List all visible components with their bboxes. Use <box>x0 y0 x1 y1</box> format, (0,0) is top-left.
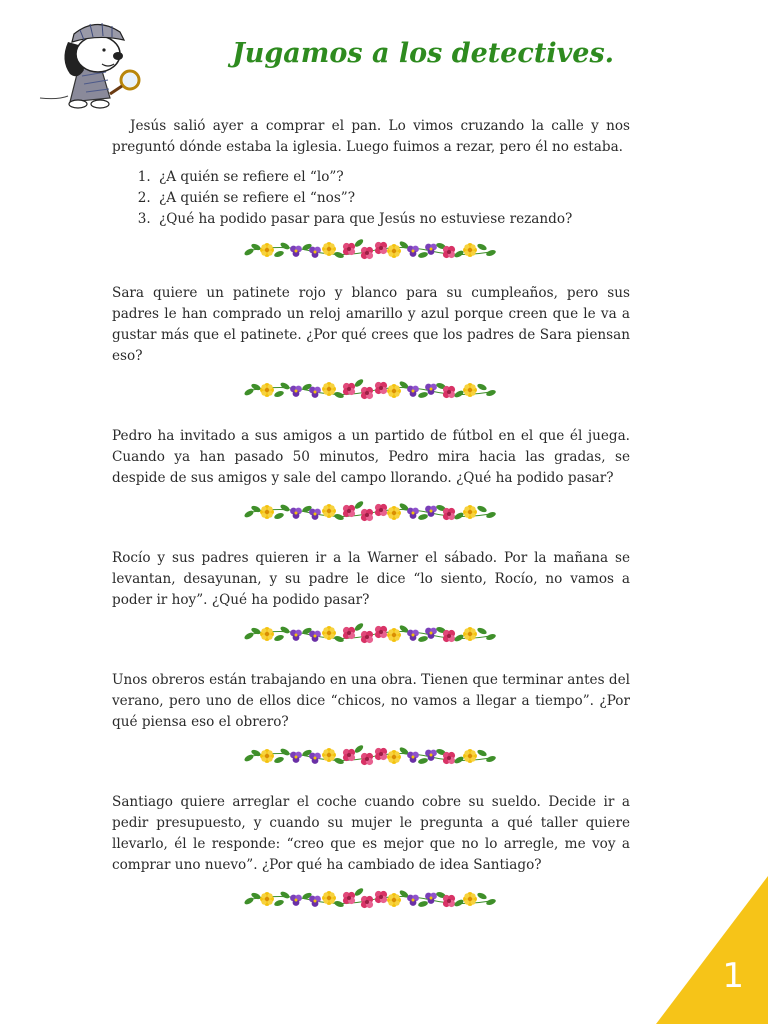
flower-garland-divider <box>241 498 501 528</box>
story-paragraph: Unos obreros están trabajando en una obra. Tienen que terminar antes del verano, pero uno de ellos dice “chicos, no vamos a llegar a tiempo”. ¿Por qué piensa eso el obrero? <box>112 672 630 730</box>
page-number: 1 <box>722 956 744 996</box>
question-item: 3. ¿Qué ha podido pasar para que Jesús no estuviese rezando? <box>155 209 630 230</box>
question-item: 1. ¿A quién se refiere el “lo”? <box>155 167 630 188</box>
flower-garland-divider <box>241 885 501 915</box>
question-item: 2. ¿A quién se refiere el “nos”? <box>155 188 630 209</box>
flower-garland-divider <box>241 236 501 266</box>
story-paragraph: Sara quiere un patinete rojo y blanco para su cumpleaños, pero sus padres le han comprado un reloj amarillo y azul porque creen que le va a gustar más que el patinete. ¿Por qué crees que los padres de Sara piensan eso? <box>112 285 630 364</box>
story-paragraph: Santiago quiere arreglar el coche cuando cobre su sueldo. Decide ir a pedir presupuesto, y cuando su mujer le pregunta a qué taller quiere llevarlo, él le responde: “creo que es mejor que no lo arregle, me voy a comprar uno nuevo”. ¿Por qué ha cambiado de idea Santiago? <box>112 794 630 873</box>
question-list <box>112 167 630 230</box>
story-paragraph: Rocío y sus padres quieren ir a la Warner el sábado. Por la mañana se levantan, desayunan, y su padre le dice “lo siento, Rocío, no vamos a poder ir hoy”. ¿Qué ha podido pasar? <box>112 550 630 608</box>
corner-triangle-decoration <box>656 876 768 1024</box>
story-paragraph: Pedro ha invitado a sus amigos a un partido de fútbol en el que él juega. Cuando ya han pasado 50 minutos, Pedro mira hacia las gradas, se despide de sus amigos y sale del campo llorando. ¿Qué ha podido pasar? <box>112 428 630 486</box>
flower-garland-divider <box>241 742 501 772</box>
page-title: Jugamos a los detectives. <box>232 38 615 69</box>
intro-paragraph: Jesús salió ayer a comprar el pan. Lo vimos cruzando la calle y nos preguntó dónde estaba la iglesia. Luego fuimos a rezar, pero él no estaba. <box>112 118 630 155</box>
flower-garland-divider <box>241 620 501 650</box>
exercise-content <box>112 116 630 935</box>
detective-dog-illustration <box>38 10 156 110</box>
flower-garland-divider <box>241 376 501 406</box>
